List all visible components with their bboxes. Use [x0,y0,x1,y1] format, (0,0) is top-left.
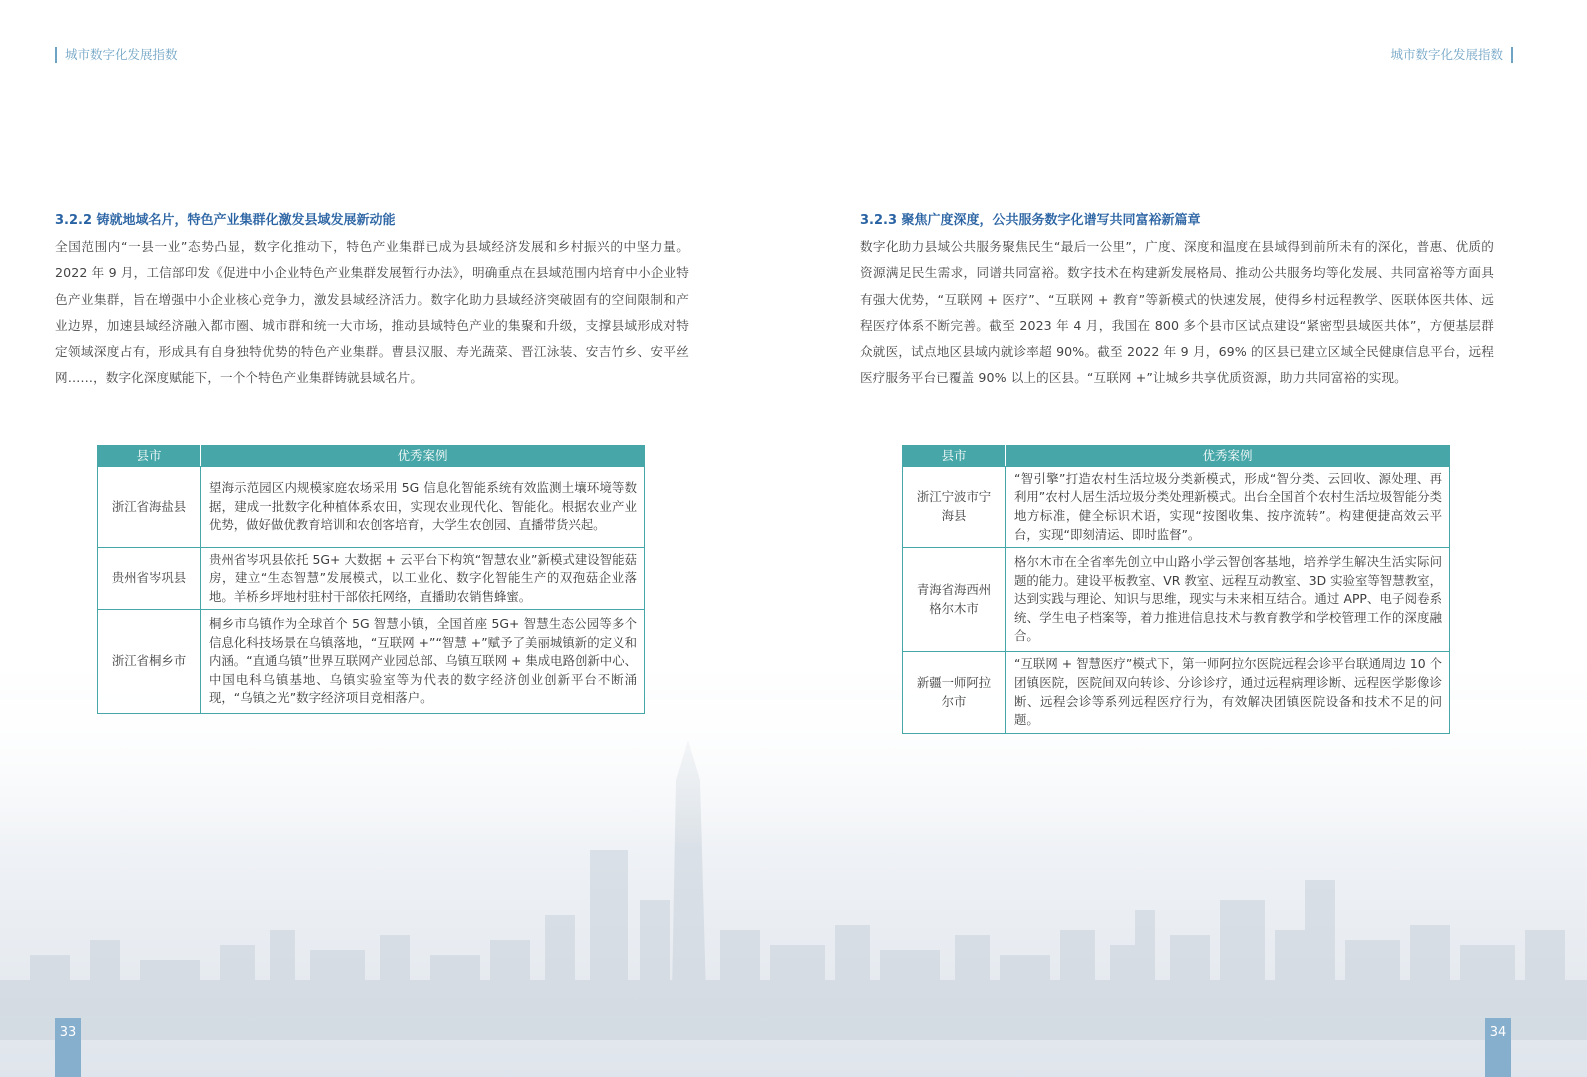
county-cell: 青海省海西州格尔木市 [903,548,1006,652]
table-row [903,548,1450,652]
page-number-left: 33 [55,1018,81,1077]
page-number-right: 34 [1485,1018,1511,1077]
column-header-county: 县市 [903,446,1006,467]
case-cell: 望海示范园区内规模家庭农场采用 5G 信息化智能系统有效监测土壤环境等数据，建成一批数字化种植体系农田，实现农业现代化、智能化。根据农业产业优势，做好做优教育培训和农创客培育，大学生农创园、直播带货兴起。 [201,467,645,548]
section-body: 全国范围内“一县一业”态势凸显，数字化推动下，特色产业集群已成为县域经济发展和乡村振兴的中坚力量。2022 年 9 月，工信部印发《促进中小企业特色产业集群发展暂行办法》，明确重点在县域范围内培育中小企业特色产业集群，旨在增强中小企业核心竞争力，激发县域经济活力。数字化助力县域经济突破固有的空间限制和产业边界，加速县域经济融入都市圈、城市群和统一大市场，推动县域特色产业的集聚和升级，支撑县域形成对特定领域深度占有，形成具有自身独特优势的特色产业集群。曹县汉服、寿光蔬菜、晋江泳装、安吉竹乡、安平丝网……，数字化深度赋能下，一个个特色产业集群铸就县域名片。 [55,239,689,386]
case-table-right [902,445,1450,734]
case-cell: “智引擎”打造农村生活垃圾分类新模式，形成“智分类、云回收、源处理、再利用”农村人居生活垃圾分类处理新模式。出台全国首个农村生活垃圾智能分类地方标准，健全标识术语，实现“按图收集、按序流转”。构建便捷高效云平台，实现“即刻清运、即时监督”。 [1006,467,1450,548]
section-3-2-3 [860,212,1494,392]
running-header-left: 城市数字化发展指数 [55,47,178,63]
table-row [98,467,645,548]
table-row [903,652,1450,734]
section-body: 数字化助力县域公共服务聚焦民生“最后一公里”，广度、深度和温度在县域得到前所未有的深化，普惠、优质的资源满足民生需求，同谱共同富裕。数字技术在构建新发展格局、推动公共服务均等化发展、共同富裕等方面具有强大优势，“互联网 + 医疗”、“互联网 + 教育”等新模式的快速发展，使得乡村远程教学、医联体医共体、远程医疗体系不断完善。截至 2023 年 4 月，我国在 800 多个县市区试点建设“紧密型县域医共体”，方便基层群众就医，试点地区县域内就诊率超 90%。截至 2022 年 9 月，69% 的区县已建立区域全民健康信息平台，远程医疗服务平台已覆盖 90% 以上的区县。“互联网 +”让城乡共享优质资源，助力共同富裕的实现。 [860,239,1494,386]
case-cell: 格尔木市在全省率先创立中山路小学云智创客基地，培养学生解决生活实际问题的能力。建设平板教室、VR 教室、远程互动教室、3D 实验室等智慧教室，达到实践与理论、知识与思维，现实与未来相互结合。通过 APP、电子阅卷系统、学生电子档案等，着力推进信息技术与教育教学和学校管理工作的深度融合。 [1006,548,1450,652]
county-cell: 贵州省岑巩县 [98,548,201,610]
column-header-case: 优秀案例 [201,446,645,467]
case-cell: 桐乡市乌镇作为全球首个 5G 智慧小镇，全国首座 5G+ 智慧生态公园等多个信息化科技场景在乌镇落地，“互联网 +”“智慧 +”赋予了美丽城镇新的定义和内涵。“直通乌镇”世界互联网产业园总部、乌镇互联网 + 集成电路创新中心、中国电科乌镇基地、乌镇实验室等为代表的数字经济创业创新平台不断涌现，“乌镇之光”数字经济项目竞相落户。 [201,610,645,714]
column-header-county: 县市 [98,446,201,467]
table-row [98,548,645,610]
county-cell: 浙江宁波市宁海县 [903,467,1006,548]
section-3-2-2 [55,212,689,392]
case-cell: “互联网 + 智慧医疗”模式下，第一师阿拉尔医院远程会诊平台联通周边 10 个团镇医院，医院间双向转诊、分诊诊疗，通过远程病理诊断、远程医学影像诊断、远程会诊等系列远程医疗行为，有效解决团镇医院设备和技术不足的问题。 [1006,652,1450,734]
county-cell: 新疆一师阿拉尔市 [903,652,1006,734]
case-cell: 贵州省岑巩县依托 5G+ 大数据 + 云平台下构筑“智慧农业”新模式建设智能菇房，建立“生态智慧”发展模式，以工业化、数字化智能生产的双孢菇企业落地。羊桥乡坪地村驻村干部依托网络，直播助农销售蜂蜜。 [201,548,645,610]
case-table-left [97,445,645,714]
section-heading: 3.2.2 铸就地域名片，特色产业集群化激发县域发展新动能 [55,213,396,228]
table-row [903,467,1450,548]
table-header-row [903,446,1450,467]
section-heading: 3.2.3 聚焦广度深度，公共服务数字化谱写共同富裕新篇章 [860,213,1201,228]
county-cell: 浙江省海盐县 [98,467,201,548]
running-header-right: 城市数字化发展指数 [1390,47,1513,63]
column-header-case: 优秀案例 [1006,446,1450,467]
table-header-row [98,446,645,467]
table-row [98,610,645,714]
county-cell: 浙江省桐乡市 [98,610,201,714]
